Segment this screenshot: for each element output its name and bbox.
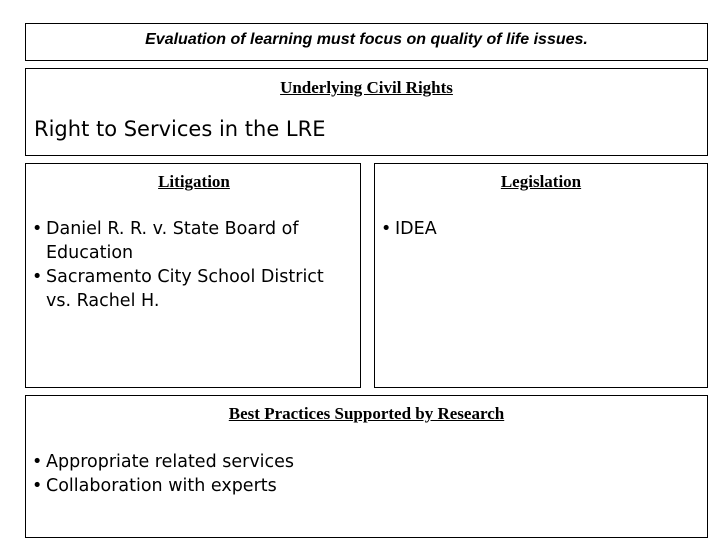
legislation-box xyxy=(374,163,708,388)
litigation-item: • Daniel R. R. v. State Board of Education xyxy=(32,217,324,265)
legislation-list xyxy=(381,217,437,241)
best-practices-list xyxy=(32,450,294,498)
best-practices-item: • Collaboration with experts xyxy=(32,474,294,498)
best-practices-box xyxy=(25,395,708,538)
banner-text: Evaluation of learning must focus on quality of life issues. xyxy=(145,31,588,48)
banner-box xyxy=(25,23,708,61)
legislation-item: • IDEA xyxy=(381,217,437,241)
legislation-heading: Legislation xyxy=(500,172,582,191)
litigation-box xyxy=(25,163,361,388)
best-practices-item: • Appropriate related services xyxy=(32,450,294,474)
litigation-heading: Litigation xyxy=(158,172,230,191)
civil-rights-text: Right to Services in the LRE xyxy=(34,117,326,141)
best-practices-heading: Best Practices Supported by Research xyxy=(228,404,505,423)
civil-rights-heading: Underlying Civil Rights xyxy=(280,78,453,97)
litigation-list xyxy=(32,217,324,313)
civil-rights-box xyxy=(25,68,708,156)
litigation-item: • Sacramento City School District vs. Rachel H. xyxy=(32,265,324,313)
